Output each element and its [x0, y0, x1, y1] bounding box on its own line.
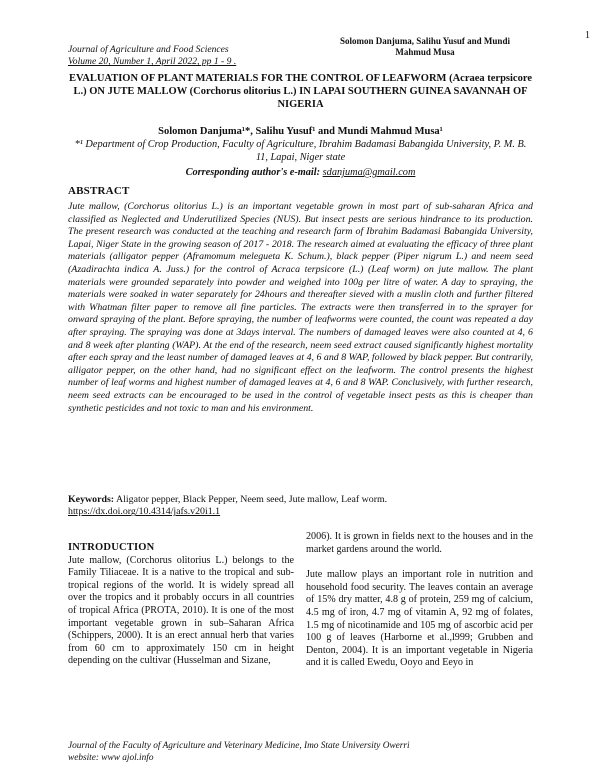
- doi-link[interactable]: https://dx.doi.org/10.4314/jafs.v20i1.1: [68, 506, 221, 518]
- footer-website: website: www ajol.info: [68, 752, 154, 763]
- corresponding-email-link[interactable]: sdanjuma@gmail.com: [322, 167, 416, 178]
- introduction-paragraph-right-2: Jute mallow plays an important role in nutrition and household food security. The leaves contain an average of 15% dry matter, 4.8 g of protein, 259 mg of calcium, 4.5 mg of iron, 4.7 mg of vitamin A, 92 mg of folates, 1.5 mg of nicotinamide and 105 mg of ascorbic acid per 100 g of leaves (Harborne et al.,l999; Grubben and Denton, 2004). It is an important vegetable in Nigeria and it is called Ewedu, Ooyo and Eeyo in: [306, 569, 533, 669]
- journal-name: Journal of Agriculture and Food Sciences: [68, 44, 229, 55]
- page-footer: [68, 741, 410, 764]
- right-column: [306, 531, 533, 670]
- introduction-paragraph-left: Jute mallow, (Corchorus olitorius L.) belongs to the Family Tiliaceae. It is a native to the tropical and sub-tropical regions of the world. It is widely spread all over the tropics and it probably occurs in all countries of tropical Africa (PROTA, 2010). It is one of the most important vegetable grown in sub–Saharan Africa (Schippers, 2000). It is an erect annual herb that varies from 60 cm to approximately 150 cm in height depending on the cultivar (Husselman and Sizane,: [68, 554, 294, 667]
- keywords-block: [68, 494, 533, 519]
- keywords-text: Aligator pepper, Black Pepper, Neem seed, Jute mallow, Leaf worm.: [116, 494, 388, 505]
- abstract-heading: ABSTRACT: [68, 185, 130, 197]
- volume-line: Volume 20, Number 1, April 2022, pp 1 - 9 .: [68, 56, 237, 67]
- introduction-heading: INTRODUCTION: [68, 542, 155, 553]
- corresponding-author: [68, 167, 533, 178]
- paper-title: EVALUATION OF PLANT MATERIALS FOR THE CONTROL OF LEAFWORM (Acraea terpsicore L.) ON JUTE MALLOW (Corchorus olitorius L.) IN LAPAI SOUTHERN GUINEA SAVANNAH OF NIGERIA: [69, 73, 532, 111]
- introduction-paragraph-right-1: 2006). It is grown in fields next to the houses and in the market gardens around the world.: [306, 531, 533, 555]
- affiliation: *¹ Department of Crop Production, Faculty of Agriculture, Ibrahim Badamasi Babangida University, P. M. B. 11, Lapai, Niger state: [74, 139, 527, 163]
- corresponding-label: Corresponding author's e-mail:: [185, 167, 321, 178]
- abstract-text: Jute mallow, (Corchorus olitorius L.) is an important vegetable grown in most part of sub-saharan Africa and classified as Neglected and Underutilized Species (NUS). But insect pests are serious hindrance to its production. The present research was conducted at the teaching and research farm of Ibrahim Badamasi Babangida University, Lapai, Niger State in the growing season of 2017 - 2018. The research aimed at evaluating the efficacy of three plant materials (alligator pepper (Aframomum melegueta K. Schum.), black pepper (Piper nigrum L.) and neem seed (Azadirachta indica A. Juss.) for the control of Acraca terpsicore (L.) (Leaf worm) on jute mallow. The plant materials were grounded separately into powder and weighed into 100g per litre of water. A day to spraying, the materials were soaked in water separately for 24hours and thereafter sieved with a muslin cloth and further filtered with Whatman filter paper to remove all fine particles. The extracts were then transferred in to the sprayer for onward spraying of the plant. Before spraying, the number of leafworms were counted, the count was repeated a day after spraying. The spraying was done at 3days interval. The numbers of damaged leaves were also counted at 4, 6 and 8 week after planting (WAP). At the end of the research, neem seed extract caused significantly highest mortality after each spray and the least number of damaged leaves at 4, 6 and 8 WAP, followed by black pepper. But contrarily, alligator pepper, on the other hand, had no significant effect on the leafworm. The control presents the highest number of leaf worms and highest number of damaged leaves at 4, 6 and 8 WAP. Conclusively, with further research, neem seed extracts can be encouraged to be used in the control of vegetable insect pests as this is cheaper than synthetic pesticides and not toxic to man and his environment.: [68, 201, 533, 414]
- left-column: [68, 542, 294, 668]
- page-number: 1: [585, 30, 590, 41]
- authors-line: Solomon Danjuma¹*, Salihu Yusuf¹ and Mundi Mahmud Musa¹: [158, 126, 443, 137]
- keywords-label: Keywords:: [68, 494, 115, 505]
- running-header-authors: Solomon Danjuma, Salihu Yusuf and Mundi Mahmud Musa: [340, 36, 510, 57]
- journal-info: [68, 44, 236, 68]
- footer-journal: Journal of the Faculty of Agriculture and Veterinary Medicine, Imo State University Owerri: [68, 741, 410, 751]
